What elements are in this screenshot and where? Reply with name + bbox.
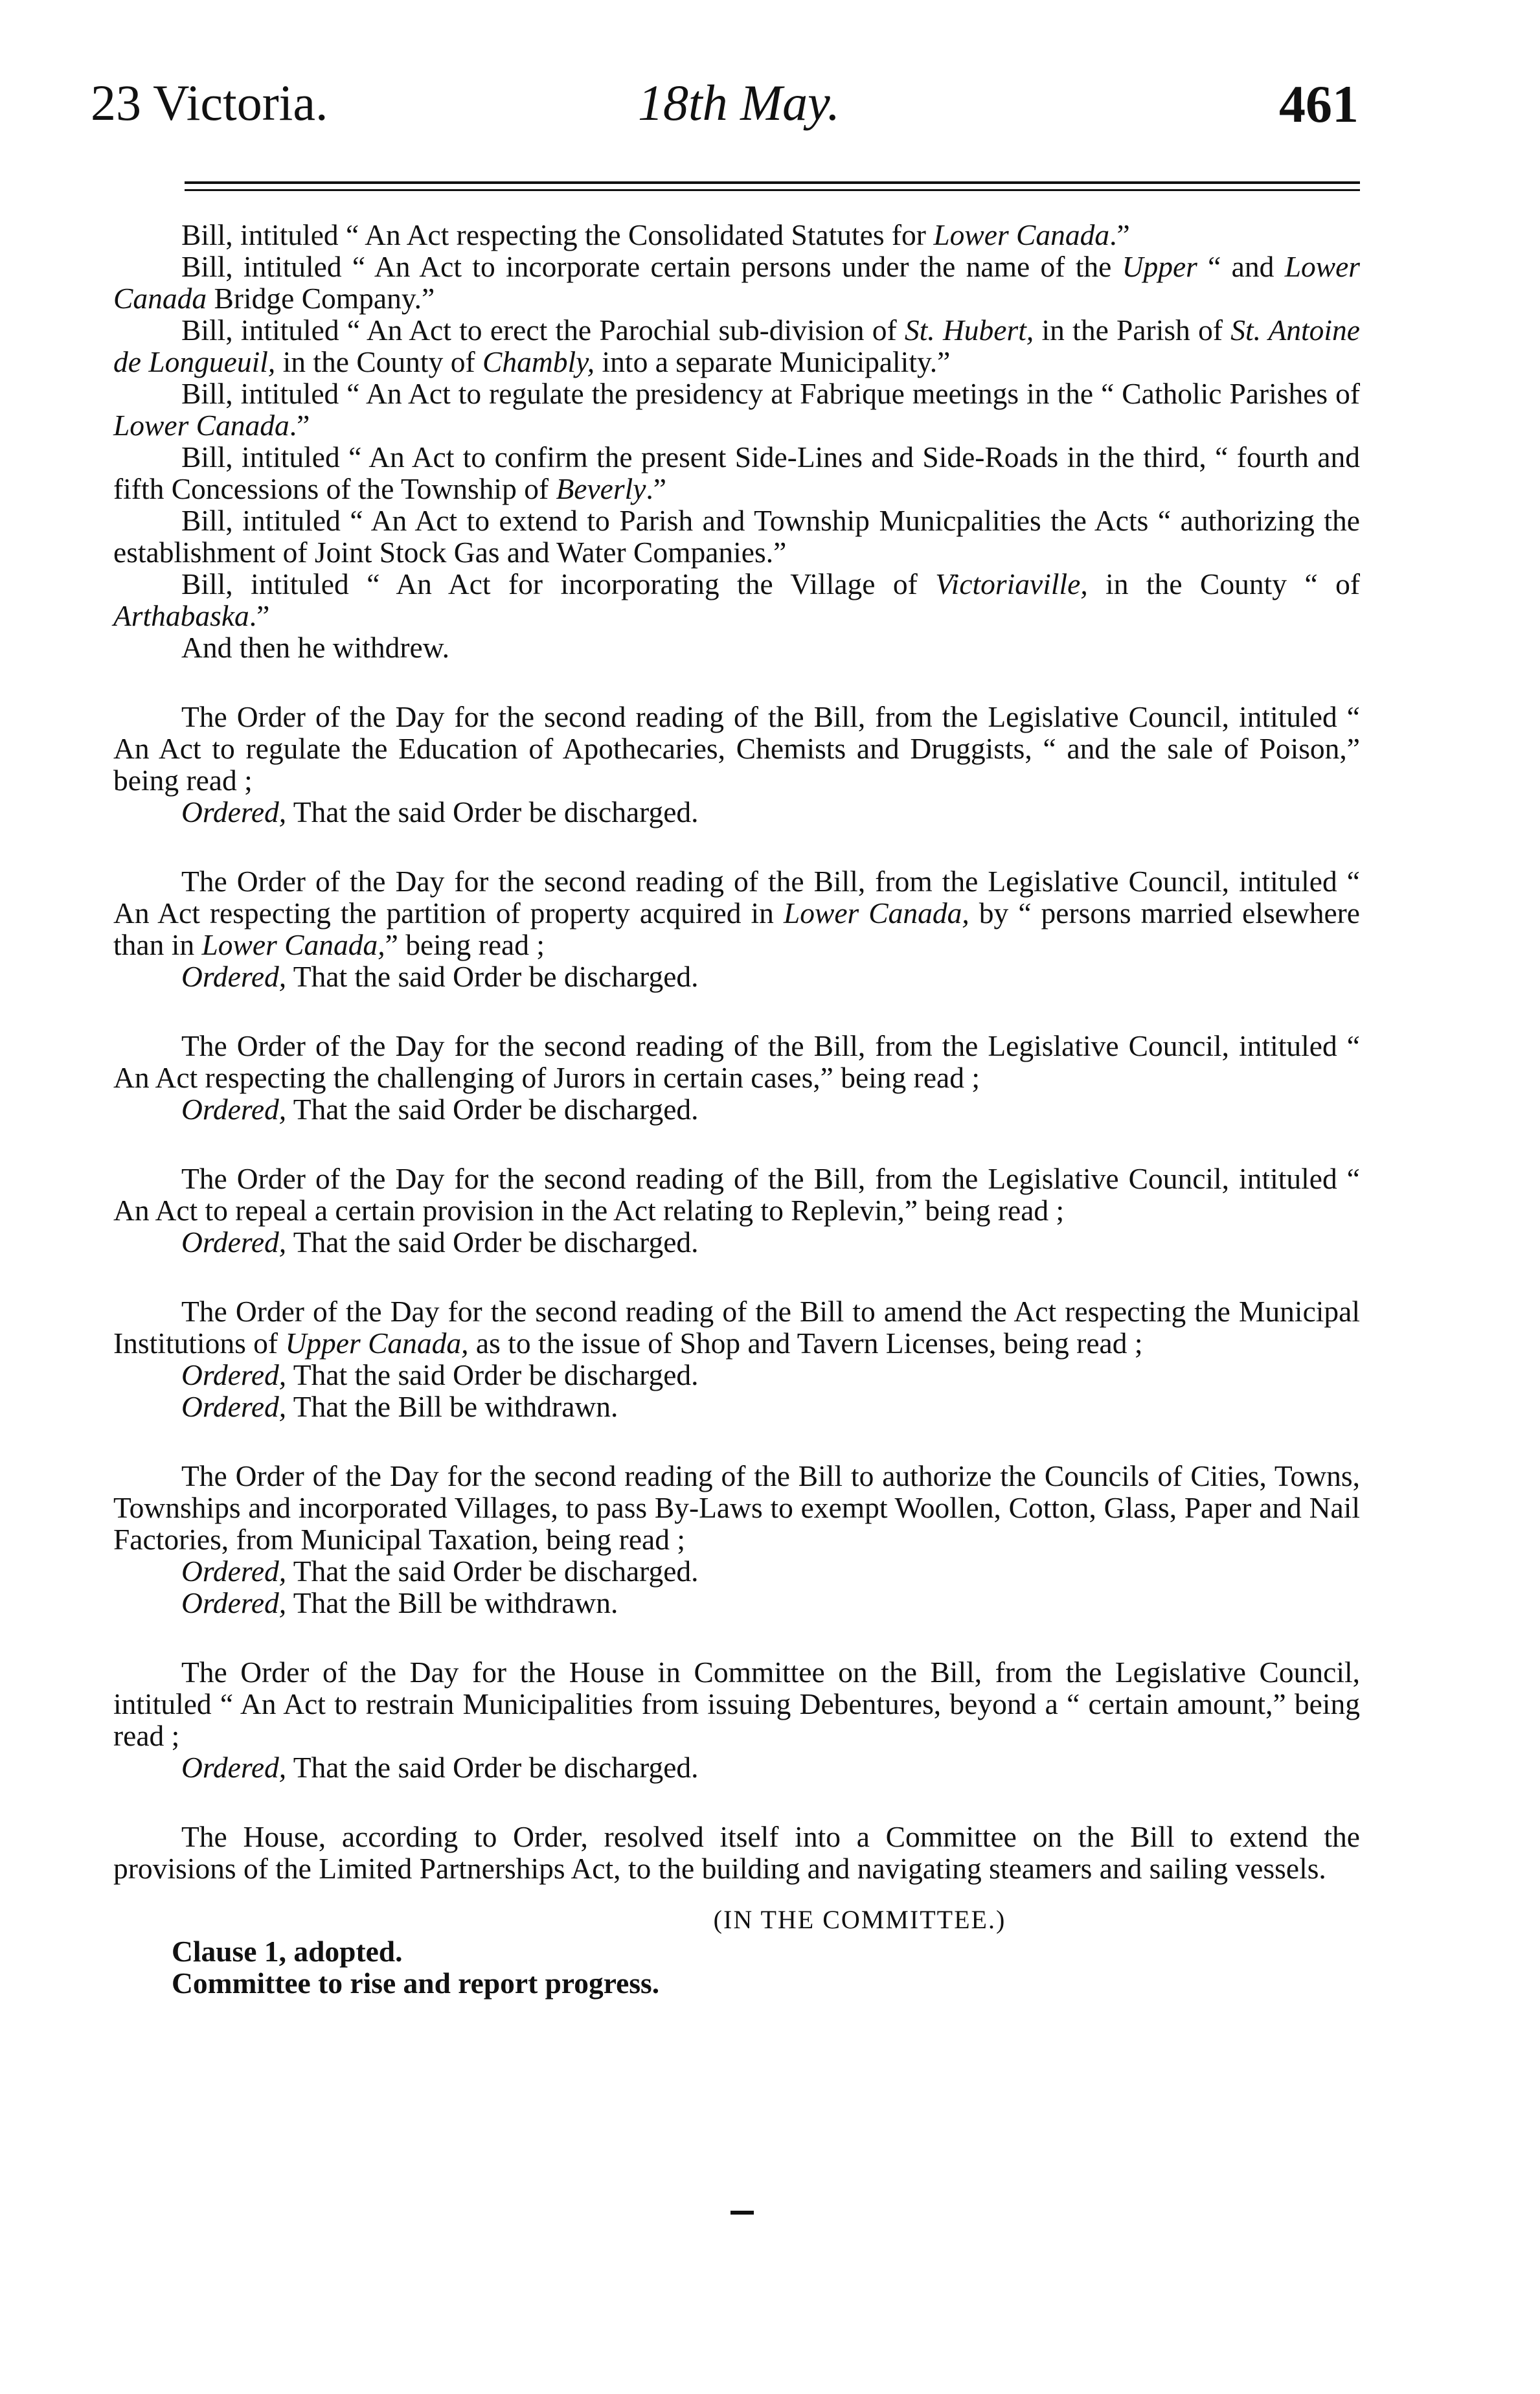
- order-of-the-day: The Order of the Day for the second reading of the Bill, from the Legislative Council, intituled “ An Act to repeal a certain provision in the Act relating to Replevin,” being read ;: [113, 1162, 1360, 1227]
- bill-entry: Bill, intituled “ An Act respecting the Consolidated Statutes for Lower Canada.”: [181, 218, 1130, 251]
- bill-entry: Bill, intituled “ An Act to incorporate certain persons under the name of the Upper “ and Lower Canada Bridge Company.”: [113, 250, 1360, 315]
- withdrew-line: And then he withdrew.: [181, 631, 450, 664]
- running-head-left: 23 Victoria.: [91, 74, 328, 131]
- ordered-line: Ordered, That the said Order be discharged.: [181, 1751, 699, 1784]
- in-committee-heading: (IN THE COMMITTEE.): [713, 1905, 1006, 1934]
- journal-body: [113, 219, 1360, 1999]
- ordered-line: Ordered, That the said Order be discharged.: [181, 1093, 699, 1126]
- committee-rise-line: Committee to rise and report progress.: [172, 1966, 660, 2000]
- running-head-date: 18th May.: [638, 74, 840, 131]
- ordered-line: Ordered, That the said Order be discharged.: [181, 1226, 699, 1259]
- page-number: 461: [1279, 74, 1359, 133]
- order-of-the-day: The Order of the Day for the House in Committee on the Bill, from the Legislative Council, intituled “ An Act to restrain Municipalities from issuing Debentures, beyond a “ certain amount,” being read ;: [113, 1656, 1360, 1752]
- ordered-line: Ordered, That the Bill be withdrawn.: [181, 1390, 618, 1423]
- ordered-line: Ordered, That the said Order be discharged.: [181, 1358, 699, 1391]
- bill-entry: Bill, intituled “ An Act to regulate the presidency at Fabrique meetings in the “ Catholic Parishes of Lower Canada.”: [113, 377, 1360, 442]
- header-rule-top: [185, 181, 1360, 184]
- order-of-the-day: The Order of the Day for the second reading of the Bill, from the Legislative Council, intituled “ An Act respecting the partition of property acquired in Lower Canada, by “ persons married elsewhere than in Lower Canada,” being read ;: [113, 865, 1361, 961]
- bill-entry: Bill, intituled “ An Act for incorporating the Village of Victoriaville, in the County “ of Arthabaska.”: [113, 567, 1360, 632]
- order-of-the-day: The Order of the Day for the second reading of the Bill, from the Legislative Council, intituled “ An Act respecting the challenging of Jurors in certain cases,” being read ;: [113, 1029, 1360, 1094]
- header-rule-bottom: [185, 189, 1360, 191]
- bill-entry: Bill, intituled “ An Act to extend to Parish and Township Municpalities the Acts “ authorizing the establishment of Joint Stock Gas and Water Companies.”: [113, 504, 1360, 569]
- closing-dash: [730, 2211, 754, 2215]
- ordered-line: Ordered, That the Bill be withdrawn.: [181, 1586, 618, 1619]
- clause-adopted: Clause 1, adopted.: [172, 1935, 403, 1968]
- ordered-line: Ordered, That the said Order be discharged.: [181, 1555, 699, 1588]
- order-of-the-day: The Order of the Day for the second reading of the Bill to amend the Act respecting the Municipal Institutions of Upper Canada, as to the issue of Shop and Tavern Licenses, being read ;: [113, 1295, 1360, 1360]
- bill-entry: Bill, intituled “ An Act to erect the Parochial sub-division of St. Hubert, in the Parish of St. Antoine de Longueuil, in the County of Chambly, into a separate Municipality.”: [113, 314, 1360, 378]
- ordered-line: Ordered, That the said Order be discharged.: [181, 795, 699, 828]
- order-of-the-day: The Order of the Day for the second reading of the Bill, from the Legislative Council, intituled “ An Act to regulate the Education of Apothecaries, Chemists and Druggists, “ and the sale of Poison,” being read ;: [113, 700, 1360, 797]
- bill-entry: Bill, intituled “ An Act to confirm the present Side-Lines and Side-Roads in the third, “ fourth and fifth Concessions of the Township of Beverly.”: [113, 440, 1360, 505]
- ordered-line: Ordered, That the said Order be discharged.: [181, 960, 699, 993]
- order-of-the-day: The Order of the Day for the second reading of the Bill to authorize the Councils of Cities, Towns, Townships and incorporated Villages, to pass By-Laws to exempt Woollen, Cotton, Glass, Paper and Nail Factories, from Municipal Taxation, being read ;: [113, 1459, 1360, 1556]
- house-committee-paragraph: The House, according to Order, resolved itself into a Committee on the Bill to extend the provisions of the Limited Partnerships Act, to the building and navigating steamers and sailing vessels.: [113, 1820, 1360, 1885]
